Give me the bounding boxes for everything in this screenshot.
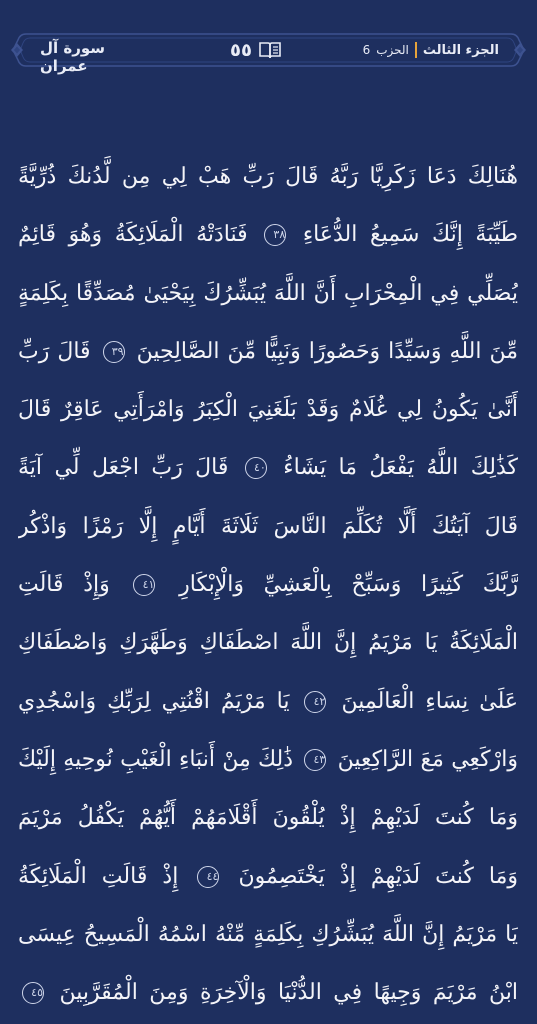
verse-line[interactable] — [18, 439, 518, 497]
verse-line[interactable] — [18, 206, 518, 264]
verse-text: قَالَ رَبِّ اجْعَل لِّي آيَةً — [18, 455, 229, 481]
verse-text: وَارْكَعِي مَعَ الرَّاكِعِينَ — [337, 746, 518, 772]
ayah-number-marker[interactable]: ٣٩ — [103, 341, 125, 363]
page-indicator[interactable] — [230, 38, 290, 62]
verse-line[interactable] — [18, 148, 518, 206]
hizb-number: 6 — [362, 43, 371, 57]
verse-text: عَلَىٰ نِسَاءِ الْعَالَمِينَ — [341, 688, 518, 714]
verse-text: يُصَلِّي فِي الْمِحْرَابِ أَنَّ اللَّهَ يُبَشِّرُكَ بِيَحْيَىٰ مُصَدِّقًا بِكَلِمَةٍ — [18, 280, 518, 306]
verse-text: إِذْ قَالَتِ الْمَلَائِكَةُ — [18, 863, 179, 889]
verse-text: فَنَادَتْهُ الْمَلَائِكَةُ وَهُوَ قَائِمٌ — [18, 222, 248, 248]
ayah-number-marker[interactable]: ٤٤ — [197, 866, 219, 888]
ayah-number-marker[interactable]: ٤٠ — [245, 457, 267, 479]
verse-line[interactable] — [18, 265, 518, 323]
separator — [415, 42, 417, 58]
verse-text: ذَٰلِكَ مِنْ أَنبَاءِ الْغَيْبِ نُوحِيهِ إِلَيْكَ — [18, 746, 294, 772]
verse-text: قَالَ رَبِّ — [18, 338, 91, 364]
verse-line[interactable] — [18, 498, 518, 556]
juz-label: الجزء الثالث — [422, 42, 499, 58]
right-ornament-icon — [514, 43, 526, 57]
verse-text: وَمَا كُنتَ لَدَيْهِمْ إِذْ يُلْقُونَ أَقْلَامَهُمْ أَيُّهُمْ يَكْفُلُ مَرْيَمَ — [18, 805, 518, 831]
ayah-number-marker[interactable]: ٤١ — [133, 574, 155, 596]
verse-line[interactable] — [18, 556, 518, 614]
open-book-icon — [258, 40, 282, 60]
ayah-number-marker[interactable]: ٤٢ — [304, 691, 326, 713]
surah-name[interactable]: سورة آل عمران — [40, 39, 106, 75]
left-ornament-icon — [11, 43, 23, 57]
verse-text: قَالَ آيَتُكَ أَلَّا تُكَلِّمَ النَّاسَ ثَلَاثَةَ أَيَّامٍ إِلَّا رَمْزًا وَاذْكُر — [18, 513, 518, 539]
verse-line[interactable] — [18, 731, 518, 789]
verse-text: ابْنُ مَرْيَمَ وَجِيهًا فِي الدُّنْيَا وَالْآخِرَةِ وَمِنَ الْمُقَرَّبِينَ — [59, 980, 518, 1006]
verse-line[interactable] — [18, 964, 518, 1022]
verse-line[interactable] — [18, 673, 518, 731]
page-header — [8, 30, 529, 75]
page-number: ٥٥ — [230, 39, 252, 61]
verse-line[interactable] — [18, 906, 518, 964]
quran-page-text — [18, 148, 518, 1022]
verse-line[interactable] — [18, 848, 518, 906]
verse-text: طَيِّبَةً إِنَّكَ سَمِيعُ الدُّعَاءِ — [302, 222, 518, 248]
hizb-label: الحزب — [376, 43, 409, 57]
verse-text: رَّبَّكَ كَثِيرًا وَسَبِّحْ بِالْعَشِيِّ وَالْإِبْكَارِ — [179, 572, 518, 598]
verse-text: وَإِذْ قَالَتِ — [18, 572, 110, 598]
verse-text: هُنَالِكَ دَعَا زَكَرِيَّا رَبَّهُ قَالَ رَبِّ هَبْ لِي مِن لَّدُنكَ ذُرِّيَّةً — [18, 164, 518, 189]
verse-line[interactable] — [18, 381, 518, 439]
ayah-number-marker[interactable]: ٤٣ — [304, 749, 326, 771]
verse-line[interactable] — [18, 789, 518, 847]
ayah-number-marker[interactable]: ٤٥ — [22, 982, 44, 1004]
ayah-number-marker[interactable]: ٣٨ — [264, 224, 286, 246]
verse-line[interactable] — [18, 323, 518, 381]
verse-text: أَنَّىٰ يَكُونُ لِي غُلَامٌ وَقَدْ بَلَغَنِيَ الْكِبَرُ وَامْرَأَتِي عَاقِرٌ قَالَ — [18, 397, 518, 423]
verse-text: مِّنَ اللَّهِ وَسَيِّدًا وَحَصُورًا وَنَبِيًّا مِّنَ الصَّالِحِينَ — [136, 338, 518, 364]
juz-hizb-indicator[interactable] — [309, 39, 499, 61]
verse-text: وَمَا كُنتَ لَدَيْهِمْ إِذْ يَخْتَصِمُونَ — [238, 863, 518, 889]
verse-text: كَذَٰلِكَ اللَّهُ يَفْعَلُ مَا يَشَاءُ — [283, 455, 518, 481]
verse-line[interactable] — [18, 614, 518, 672]
verse-text: الْمَلَائِكَةُ يَا مَرْيَمُ إِنَّ اللَّهَ اصْطَفَاكِ وَطَهَّرَكِ وَاصْطَفَاكِ — [18, 630, 518, 656]
verse-text: يَا مَرْيَمُ إِنَّ اللَّهَ يُبَشِّرُكِ بِكَلِمَةٍ مِّنْهُ اسْمُهُ الْمَسِيحُ عِيسَى — [18, 921, 518, 947]
verse-text: يَا مَرْيَمُ اقْنُتِي لِرَبِّكِ وَاسْجُدِي — [18, 688, 290, 714]
